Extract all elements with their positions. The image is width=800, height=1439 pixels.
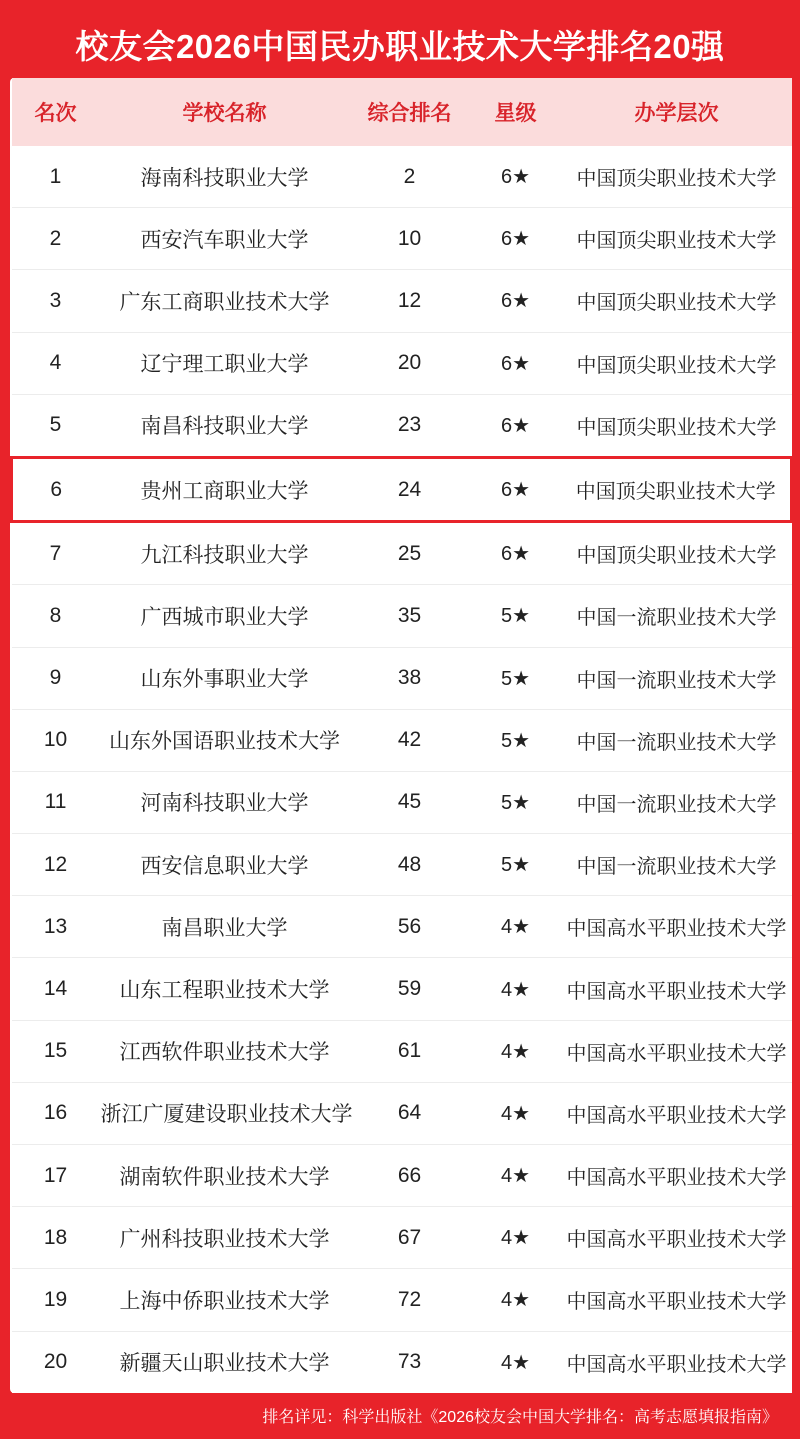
cell-overall-rank: 45 bbox=[350, 771, 470, 833]
cell-star-rating: 5★ bbox=[470, 647, 562, 709]
cell-level: 中国高水平职业技术大学 bbox=[562, 896, 792, 958]
cell-school-name: 西安信息职业大学 bbox=[100, 834, 350, 896]
table-header-row bbox=[12, 78, 792, 146]
cell-level: 中国顶尖职业技术大学 bbox=[562, 522, 792, 585]
cell-level: 中国高水平职业技术大学 bbox=[562, 1331, 792, 1393]
footer-bar bbox=[10, 1393, 790, 1439]
cell-school-name: 江西软件职业技术大学 bbox=[100, 1020, 350, 1082]
cell-rank: 4 bbox=[12, 332, 100, 394]
cell-level: 中国高水平职业技术大学 bbox=[562, 1207, 792, 1269]
table-header bbox=[12, 78, 792, 146]
table-row bbox=[12, 1082, 792, 1144]
cell-level: 中国一流职业技术大学 bbox=[562, 834, 792, 896]
cell-school-name: 辽宁理工职业大学 bbox=[100, 332, 350, 394]
cell-overall-rank: 35 bbox=[350, 585, 470, 647]
cell-rank: 5 bbox=[12, 394, 100, 457]
cell-overall-rank: 73 bbox=[350, 1331, 470, 1393]
column-header-name: 学校名称 bbox=[100, 78, 350, 146]
cell-star-rating: 6★ bbox=[470, 457, 562, 521]
cell-level: 中国顶尖职业技术大学 bbox=[562, 457, 792, 521]
table-row bbox=[12, 958, 792, 1020]
cell-star-rating: 6★ bbox=[470, 146, 562, 208]
cell-rank: 9 bbox=[12, 647, 100, 709]
cell-star-rating: 4★ bbox=[470, 1020, 562, 1082]
cell-school-name: 浙江广厦建设职业技术大学 bbox=[100, 1082, 350, 1144]
cell-star-rating: 4★ bbox=[470, 1331, 562, 1393]
cell-level: 中国顶尖职业技术大学 bbox=[562, 394, 792, 457]
cell-overall-rank: 42 bbox=[350, 709, 470, 771]
table-row bbox=[12, 394, 792, 457]
cell-rank: 20 bbox=[12, 1331, 100, 1393]
column-header-star: 星级 bbox=[470, 78, 562, 146]
cell-school-name: 广东工商职业技术大学 bbox=[100, 270, 350, 332]
cell-overall-rank: 66 bbox=[350, 1145, 470, 1207]
cell-overall-rank: 2 bbox=[350, 146, 470, 208]
cell-rank: 14 bbox=[12, 958, 100, 1020]
cell-rank: 8 bbox=[12, 585, 100, 647]
cell-star-rating: 5★ bbox=[470, 834, 562, 896]
cell-rank: 18 bbox=[12, 1207, 100, 1269]
cell-rank: 13 bbox=[12, 896, 100, 958]
cell-rank: 1 bbox=[12, 146, 100, 208]
cell-rank: 19 bbox=[12, 1269, 100, 1331]
cell-school-name: 贵州工商职业大学 bbox=[100, 457, 350, 521]
cell-rank: 15 bbox=[12, 1020, 100, 1082]
column-header-level: 办学层次 bbox=[562, 78, 792, 146]
cell-school-name: 山东外国语职业技术大学 bbox=[100, 709, 350, 771]
cell-rank: 7 bbox=[12, 522, 100, 585]
cell-rank: 2 bbox=[12, 208, 100, 270]
cell-rank: 10 bbox=[12, 709, 100, 771]
cell-level: 中国高水平职业技术大学 bbox=[562, 958, 792, 1020]
cell-overall-rank: 38 bbox=[350, 647, 470, 709]
cell-school-name: 广西城市职业大学 bbox=[100, 585, 350, 647]
page-title: 校友会2026中国民办职业技术大学排名20强 bbox=[75, 27, 725, 65]
table-row bbox=[12, 332, 792, 394]
table-body bbox=[12, 146, 792, 1393]
cell-school-name: 山东外事职业大学 bbox=[100, 647, 350, 709]
cell-rank: 16 bbox=[12, 1082, 100, 1144]
table-row bbox=[12, 270, 792, 332]
cell-level: 中国高水平职业技术大学 bbox=[562, 1145, 792, 1207]
footer-note: 排名详见：科学出版社《2026校友会中国大学排名：高考志愿填报指南》 bbox=[262, 1409, 778, 1427]
cell-level: 中国顶尖职业技术大学 bbox=[562, 270, 792, 332]
table-row bbox=[12, 709, 792, 771]
cell-star-rating: 4★ bbox=[470, 1269, 562, 1331]
table-row bbox=[12, 457, 792, 521]
table-row bbox=[12, 146, 792, 208]
cell-overall-rank: 61 bbox=[350, 1020, 470, 1082]
cell-overall-rank: 48 bbox=[350, 834, 470, 896]
cell-school-name: 九江科技职业大学 bbox=[100, 522, 350, 585]
cell-overall-rank: 25 bbox=[350, 522, 470, 585]
table-row bbox=[12, 834, 792, 896]
cell-level: 中国顶尖职业技术大学 bbox=[562, 332, 792, 394]
table-row bbox=[12, 208, 792, 270]
cell-school-name: 南昌科技职业大学 bbox=[100, 394, 350, 457]
cell-overall-rank: 12 bbox=[350, 270, 470, 332]
cell-level: 中国一流职业技术大学 bbox=[562, 647, 792, 709]
cell-rank: 11 bbox=[12, 771, 100, 833]
cell-level: 中国高水平职业技术大学 bbox=[562, 1269, 792, 1331]
ranking-table-container bbox=[10, 78, 790, 1393]
cell-star-rating: 4★ bbox=[470, 896, 562, 958]
cell-overall-rank: 20 bbox=[350, 332, 470, 394]
cell-star-rating: 6★ bbox=[470, 522, 562, 585]
cell-star-rating: 4★ bbox=[470, 1207, 562, 1269]
cell-overall-rank: 72 bbox=[350, 1269, 470, 1331]
cell-overall-rank: 59 bbox=[350, 958, 470, 1020]
cell-school-name: 新疆天山职业技术大学 bbox=[100, 1331, 350, 1393]
cell-star-rating: 5★ bbox=[470, 585, 562, 647]
table-row bbox=[12, 1207, 792, 1269]
table-row bbox=[12, 1020, 792, 1082]
cell-rank: 12 bbox=[12, 834, 100, 896]
cell-star-rating: 5★ bbox=[470, 709, 562, 771]
cell-level: 中国顶尖职业技术大学 bbox=[562, 208, 792, 270]
column-header-score: 综合排名 bbox=[350, 78, 470, 146]
cell-star-rating: 6★ bbox=[470, 270, 562, 332]
ranking-table bbox=[10, 78, 793, 1393]
cell-school-name: 广州科技职业技术大学 bbox=[100, 1207, 350, 1269]
cell-star-rating: 4★ bbox=[470, 958, 562, 1020]
cell-rank: 3 bbox=[12, 270, 100, 332]
cell-school-name: 西安汽车职业大学 bbox=[100, 208, 350, 270]
header-banner bbox=[10, 10, 790, 78]
cell-level: 中国一流职业技术大学 bbox=[562, 585, 792, 647]
cell-star-rating: 6★ bbox=[470, 394, 562, 457]
cell-school-name: 南昌职业大学 bbox=[100, 896, 350, 958]
cell-school-name: 海南科技职业大学 bbox=[100, 146, 350, 208]
cell-overall-rank: 23 bbox=[350, 394, 470, 457]
table-row bbox=[12, 522, 792, 585]
table-row bbox=[12, 1331, 792, 1393]
table-row bbox=[12, 771, 792, 833]
cell-school-name: 山东工程职业技术大学 bbox=[100, 958, 350, 1020]
cell-rank: 17 bbox=[12, 1145, 100, 1207]
cell-overall-rank: 24 bbox=[350, 457, 470, 521]
table-row bbox=[12, 1269, 792, 1331]
cell-overall-rank: 64 bbox=[350, 1082, 470, 1144]
cell-level: 中国高水平职业技术大学 bbox=[562, 1020, 792, 1082]
column-header-rank: 名次 bbox=[12, 78, 100, 146]
cell-overall-rank: 67 bbox=[350, 1207, 470, 1269]
cell-star-rating: 4★ bbox=[470, 1082, 562, 1144]
table-row bbox=[12, 647, 792, 709]
cell-star-rating: 6★ bbox=[470, 208, 562, 270]
cell-overall-rank: 10 bbox=[350, 208, 470, 270]
cell-star-rating: 4★ bbox=[470, 1145, 562, 1207]
cell-level: 中国顶尖职业技术大学 bbox=[562, 146, 792, 208]
cell-star-rating: 6★ bbox=[470, 332, 562, 394]
table-row bbox=[12, 1145, 792, 1207]
cell-school-name: 上海中侨职业技术大学 bbox=[100, 1269, 350, 1331]
cell-overall-rank: 56 bbox=[350, 896, 470, 958]
cell-school-name: 湖南软件职业技术大学 bbox=[100, 1145, 350, 1207]
cell-level: 中国高水平职业技术大学 bbox=[562, 1082, 792, 1144]
cell-level: 中国一流职业技术大学 bbox=[562, 709, 792, 771]
table-row bbox=[12, 585, 792, 647]
cell-level: 中国一流职业技术大学 bbox=[562, 771, 792, 833]
cell-star-rating: 5★ bbox=[470, 771, 562, 833]
table-row bbox=[12, 896, 792, 958]
cell-school-name: 河南科技职业大学 bbox=[100, 771, 350, 833]
cell-rank: 6 bbox=[12, 457, 100, 521]
